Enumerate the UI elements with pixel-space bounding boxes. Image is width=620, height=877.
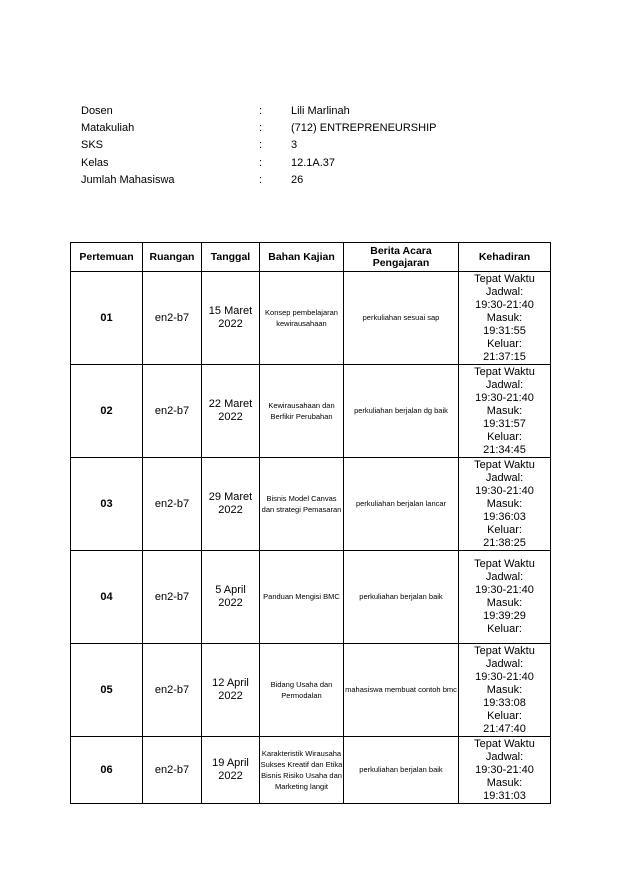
cell-meeting: 03 [71, 458, 143, 551]
header-pertemuan: Pertemuan [71, 243, 143, 272]
info-value: 26 [291, 173, 304, 186]
cell-date: 19 April 2022 [202, 737, 260, 804]
cell-topic: Kewirausahaan dan Berfikir Perubahan [260, 365, 344, 458]
attendance-line: Keluar: [487, 523, 522, 536]
attendance-lines [459, 366, 550, 457]
attendance-line: 19:30-21:40 [475, 670, 534, 683]
cell-topic: Karakteristik Wirausaha Sukses Kreatif dan Etika Bisnis Risiko Usaha dan Marketing langit [260, 737, 344, 804]
cell-room: en2-b7 [143, 644, 202, 737]
cell-meeting: 06 [71, 737, 143, 804]
attendance-line: Jadwal: [485, 571, 524, 583]
cell-meeting: 01 [71, 272, 143, 365]
attendance-line: Tepat Waktu [474, 644, 535, 657]
attendance-line: Masuk: [486, 311, 523, 324]
cell-attendance [459, 551, 551, 644]
info-colon: : [259, 173, 263, 186]
attendance-line: 19:30-21:40 [475, 298, 534, 311]
attendance-line: 19:30-21:40 [475, 484, 534, 497]
attendance-line: 19:31:57 [483, 417, 526, 430]
info-label: Jumlah Mahasiswa [81, 173, 175, 186]
attendance-line: Masuk: [486, 683, 523, 696]
cell-notes: perkuliahan berjalan lancar [344, 458, 459, 551]
cell-notes: perkuliahan berjalan dg baik [344, 365, 459, 458]
attendance-line: Masuk: [486, 776, 523, 789]
cell-room: en2-b7 [143, 551, 202, 644]
table-row [71, 551, 551, 644]
info-value: 3 [291, 139, 298, 152]
header-tanggal: Tanggal [202, 243, 260, 272]
cell-topic: Panduan Mengisi BMC [260, 551, 344, 644]
attendance-line: Tepat Waktu [474, 558, 535, 570]
attendance-line: Keluar: [487, 430, 522, 443]
attendance-line: Masuk: [486, 497, 523, 510]
header-ruangan: Ruangan [143, 243, 202, 272]
attendance-line: 19:31:03 [483, 789, 526, 802]
cell-room: en2-b7 [143, 272, 202, 365]
attendance-line: Jadwal: [485, 285, 524, 298]
header-bahan-kajian: Bahan Kajian [260, 243, 344, 272]
cell-notes: mahasiswa membuat contoh bmc [344, 644, 459, 737]
attendance-line: 19:33:08 [483, 696, 526, 709]
info-value: 12.1A.37 [291, 156, 336, 169]
info-colon: : [259, 156, 263, 169]
attendance-line: 21:47:40 [483, 722, 526, 735]
table-row [71, 458, 551, 551]
attendance-lines [459, 558, 550, 636]
info-label: Matakuliah [81, 122, 135, 135]
table-row [71, 644, 551, 737]
attendance-line: Jadwal: [485, 657, 524, 670]
info-value: Lili Marlinah [291, 105, 350, 117]
table-header-row [71, 243, 551, 272]
cell-date: 15 Maret 2022 [202, 272, 260, 365]
attendance-line: Jadwal: [485, 750, 524, 763]
table-row [71, 737, 551, 804]
cell-notes: perkuliahan berjalan baik [344, 551, 459, 644]
attendance-line: Keluar: [487, 623, 522, 635]
table-row [71, 365, 551, 458]
attendance-line: Jadwal: [485, 378, 524, 391]
cell-date: 12 April 2022 [202, 644, 260, 737]
attendance-line: Tepat Waktu [474, 737, 535, 750]
cell-date: 29 Maret 2022 [202, 458, 260, 551]
attendance-line: Jadwal: [485, 471, 524, 484]
attendance-line: 21:38:25 [483, 536, 526, 549]
cell-room: en2-b7 [143, 458, 202, 551]
attendance-line: Masuk: [486, 597, 523, 609]
cell-topic: Bisnis Model Canvas dan strategi Pemasaran [260, 458, 344, 551]
cell-date: 5 April 2022 [202, 551, 260, 644]
cell-room: en2-b7 [143, 737, 202, 804]
cell-attendance [459, 737, 551, 804]
info-colon: : [259, 139, 263, 152]
cell-attendance [459, 272, 551, 365]
attendance-lines [459, 459, 550, 550]
attendance-line: Tepat Waktu [474, 458, 535, 471]
cell-topic: Konsep pembelajaran kewirausahaan [260, 272, 344, 365]
attendance-line: 19:30-21:40 [475, 391, 534, 404]
cell-topic: Bidang Usaha dan Permodalan [260, 644, 344, 737]
cell-date: 22 Maret 2022 [202, 365, 260, 458]
info-value: (712) ENTREPRENEURSHIP [291, 122, 437, 135]
attendance-line: 19:36:03 [483, 510, 526, 523]
attendance-table [70, 242, 551, 804]
attendance-line: 19:30-21:40 [475, 763, 534, 776]
info-colon: : [259, 105, 263, 117]
cell-room: en2-b7 [143, 365, 202, 458]
attendance-line: Keluar: [487, 337, 522, 350]
info-label: SKS [81, 139, 104, 152]
attendance-lines [459, 273, 550, 364]
attendance-line: 19:30-21:40 [475, 584, 534, 596]
cell-notes: perkuliahan sesuai sap [344, 272, 459, 365]
cell-meeting: 05 [71, 644, 143, 737]
attendance-line: Tepat Waktu [474, 365, 535, 378]
cell-attendance [459, 644, 551, 737]
attendance-lines [459, 645, 550, 736]
cell-attendance [459, 458, 551, 551]
attendance-lines [459, 738, 550, 803]
info-label: Dosen [81, 105, 113, 117]
attendance-line: 21:34:45 [483, 443, 526, 456]
header-kehadiran: Kehadiran [459, 243, 551, 272]
header-berita-acara: Berita Acara Pengajaran [344, 243, 459, 272]
table-row [71, 272, 551, 365]
cell-attendance [459, 365, 551, 458]
attendance-line: Keluar: [487, 709, 522, 722]
cell-meeting: 04 [71, 551, 143, 644]
info-colon: : [259, 122, 263, 135]
cell-notes: perkuliahan berjalan baik [344, 737, 459, 804]
attendance-line: 21:37:15 [483, 350, 526, 363]
attendance-line: Masuk: [486, 404, 523, 417]
attendance-line: Tepat Waktu [474, 272, 535, 285]
cell-meeting: 02 [71, 365, 143, 458]
attendance-line: 19:31:55 [483, 324, 526, 337]
info-label: Kelas [81, 156, 109, 169]
attendance-line: 19:39:29 [483, 610, 526, 622]
